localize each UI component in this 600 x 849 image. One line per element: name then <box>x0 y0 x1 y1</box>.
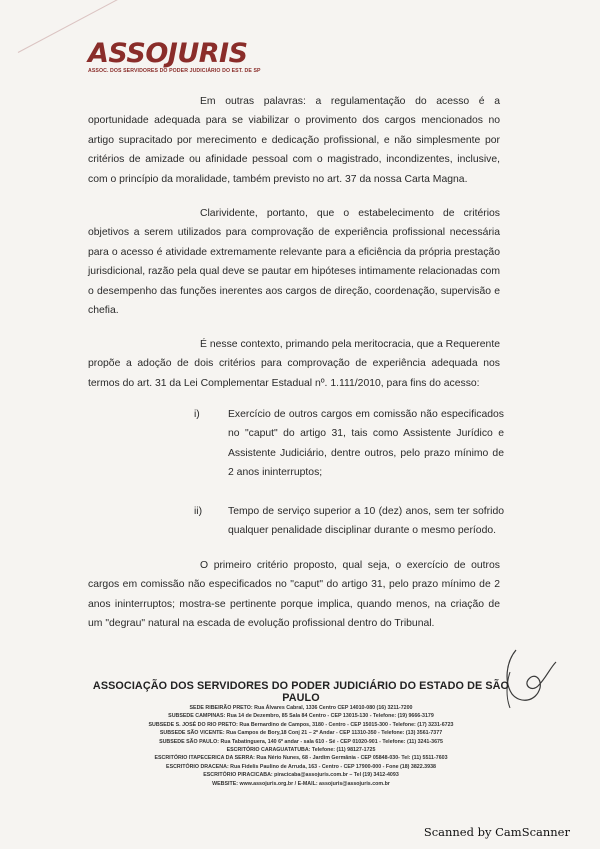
footer <box>88 680 514 788</box>
logo-wordmark: ASSOJURIS <box>88 38 248 69</box>
paragraph-1 <box>88 92 500 189</box>
paragraph-2 <box>88 204 500 320</box>
paragraph-4-text: O primeiro critério proposto, qual seja, o exercício de outros cargos em comissão não especificados no "caput" do artigo 31, pelo prazo mínimo de 2 anos ininterruptos; mostra-se pertinente porque implica, quando menos, na criação de um "degrau" natural na escada de evolução profissional dentro do Tribunal. <box>88 560 500 630</box>
footer-line: SUBSEDE CAMPINAS: Rua 14 de Dezembro, 85 Sala 84 Centro - CEP 13015-130 - Telefone: (19) 9666-3179 <box>168 713 434 720</box>
logo-subtitle: ASSOC. DOS SERVIDORES DO PODER JUDICIÁRIO DO EST. DE SP <box>88 68 261 74</box>
footer-title: ASSOCIAÇÃO DOS SERVIDORES DO PODER JUDICIÁRIO DO ESTADO DE SÃO PAULO <box>92 680 510 704</box>
footer-line: SUBSEDE SÃO PAULO: Rua Tabatinguera, 140 6º andar - sala 610 - Sé - CEP 01020-901 - Telefone: (11) 3241-3675 <box>159 738 443 745</box>
list-item-number: ii) <box>194 506 203 517</box>
paragraph-3 <box>88 335 500 393</box>
footer-line: SUBSEDE S. JOSÉ DO RIO PRETO: Rua Bernardino de Campos, 3180 - Centro - CEP 15015-300 - Telefone: (17) 3231-6723 <box>148 721 454 728</box>
paragraph-2-text: Clarividente, portanto, que o estabelecimento de critérios objetivos a serem utilizados para comprovação de experiência profissional necessária para o acesso é atividade extremamente relevante para a eficiência da própria prestação jurisdicional, razão pela qual deve se pautar em hipóteses intimamente relacionadas com o desempenho das funções inerentes aos cargos de direção, coordenação, supervisão e chefia. <box>88 208 500 317</box>
list-item-number: i) <box>194 409 200 420</box>
footer-line: SEDE RIBEIRÃO PRETO: Rua Álvares Cabral, 1336 Centro CEP 14010-080 (16) 3211-7200 <box>189 705 413 711</box>
list-item-text: Exercício de outros cargos em comissão não especificados no "caput" do artigo 31, tais como Assistente Jurídico e Assistente Judiciário, dentre outros, pelo prazo mínimo de 2 anos ininterruptos; <box>228 409 504 479</box>
footer-line: WEBSITE: www.assojuris.org.br / E-MAIL: assojuris@assojuris.com.br <box>212 780 390 787</box>
footer-line: ESCRITÓRIO CARAGUATATUBA: Telefone: (11) 98127-1725 <box>226 747 376 754</box>
footer-line: SUBSEDE SÃO VICENTE: Rua Campos de Bory,18 Conj 21 – 2º Andar - CEP 11310-350 - Telefone: (13) 3561-7377 <box>159 730 443 737</box>
paragraph-1-text: Em outras palavras: a regulamentação do acesso é a oportunidade adequada para se viabilizar o provimento dos cargos mencionados no artigo supracitado por merecimento e dedicação profissional, e não simplesmente por critérios de amizade ou afinidade pessoal com o magistrado, incondizentes, inclusive, com o princípio da moralidade, também previsto no art. 37 da nossa Carta Magna. <box>88 96 500 185</box>
camscanner-watermark: Scanned by CamScanner <box>423 825 570 839</box>
paragraph-4 <box>88 556 500 634</box>
footer-line: ESCRITÓRIO ITAPECERICA DA SERRA: Rua Nério Nunes, 68 - Jardim Germânia - CEP 05848-030- Tel: (11) 5511-7603 <box>154 755 448 762</box>
paragraph-3-text: É nesse contexto, primando pela meritocracia, que a Requerente propõe a adoção de dois critérios para comprovação de experiência adequada nos termos do art. 31 da Lei Complementar Estadual nº. 1.111/2010, para fins do acesso: <box>88 339 500 389</box>
list-item-text: Tempo de serviço superior a 10 (dez) anos, sem ter sofrido qualquer penalidade disciplinar durante o mesmo período. <box>228 506 504 537</box>
assojuris-logo <box>88 40 261 74</box>
footer-line: ESCRITÓRIO PIRACICABA: piracicaba@assojuris.com.br – Tel (19) 3412-4093 <box>203 772 399 779</box>
footer-line: ESCRITÓRIO DRACENA: Rua Fidelis Paulino de Arruda, 163 - Centro - CEP 17900-000 - Fone (18) 3822.3938 <box>166 763 436 770</box>
